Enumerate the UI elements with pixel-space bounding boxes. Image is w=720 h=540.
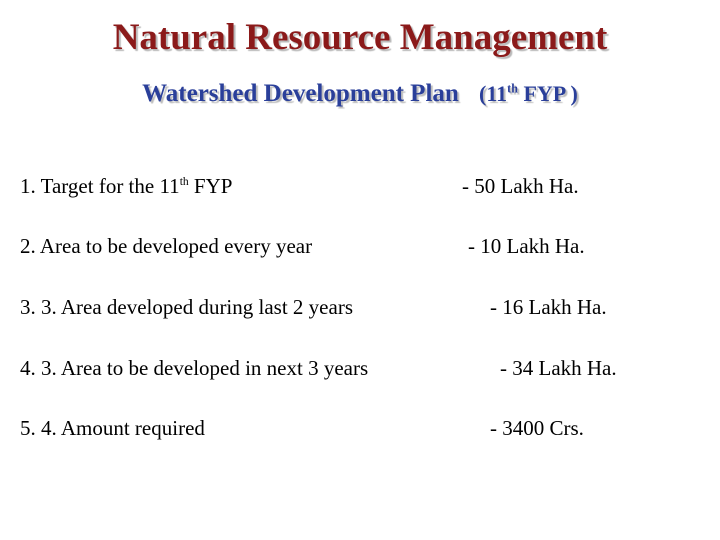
item-value: - 50 Lakh Ha. — [462, 174, 579, 198]
subtitle-fyp — [479, 81, 578, 106]
item-label — [20, 234, 312, 259]
item-label-text: 4. 3. Area to be developed in next 3 years — [20, 356, 369, 380]
item-label — [20, 416, 205, 441]
item-label — [20, 295, 353, 320]
item-value: - 10 Lakh Ha. — [468, 234, 585, 258]
item-value: - 16 Lakh Ha. — [490, 295, 607, 319]
subtitle-main: Watershed Development Plan — [142, 80, 459, 107]
item-label-text: 5. 4. Amount required — [20, 416, 205, 440]
item-label — [20, 174, 232, 199]
subtitle-fyp-open: (11 — [479, 81, 508, 106]
item-label-text: 2. Area to be developed every year — [20, 234, 313, 258]
slide-subtitle — [0, 80, 720, 108]
item-label-sup: th — [179, 176, 189, 188]
item-value: - 34 Lakh Ha. — [500, 356, 617, 380]
item-label — [20, 356, 368, 381]
item-label-tail: FYP — [188, 174, 233, 198]
item-value: - 3400 Crs. — [490, 416, 584, 440]
subtitle-fyp-sup: th — [507, 81, 518, 96]
item-label-text: 1. Target for the 11 — [20, 174, 180, 198]
slide-title: Natural Resource Management — [112, 17, 608, 58]
item-label-text: 3. 3. Area developed during last 2 years — [20, 295, 353, 319]
subtitle-fyp-close: FYP ) — [517, 81, 578, 106]
